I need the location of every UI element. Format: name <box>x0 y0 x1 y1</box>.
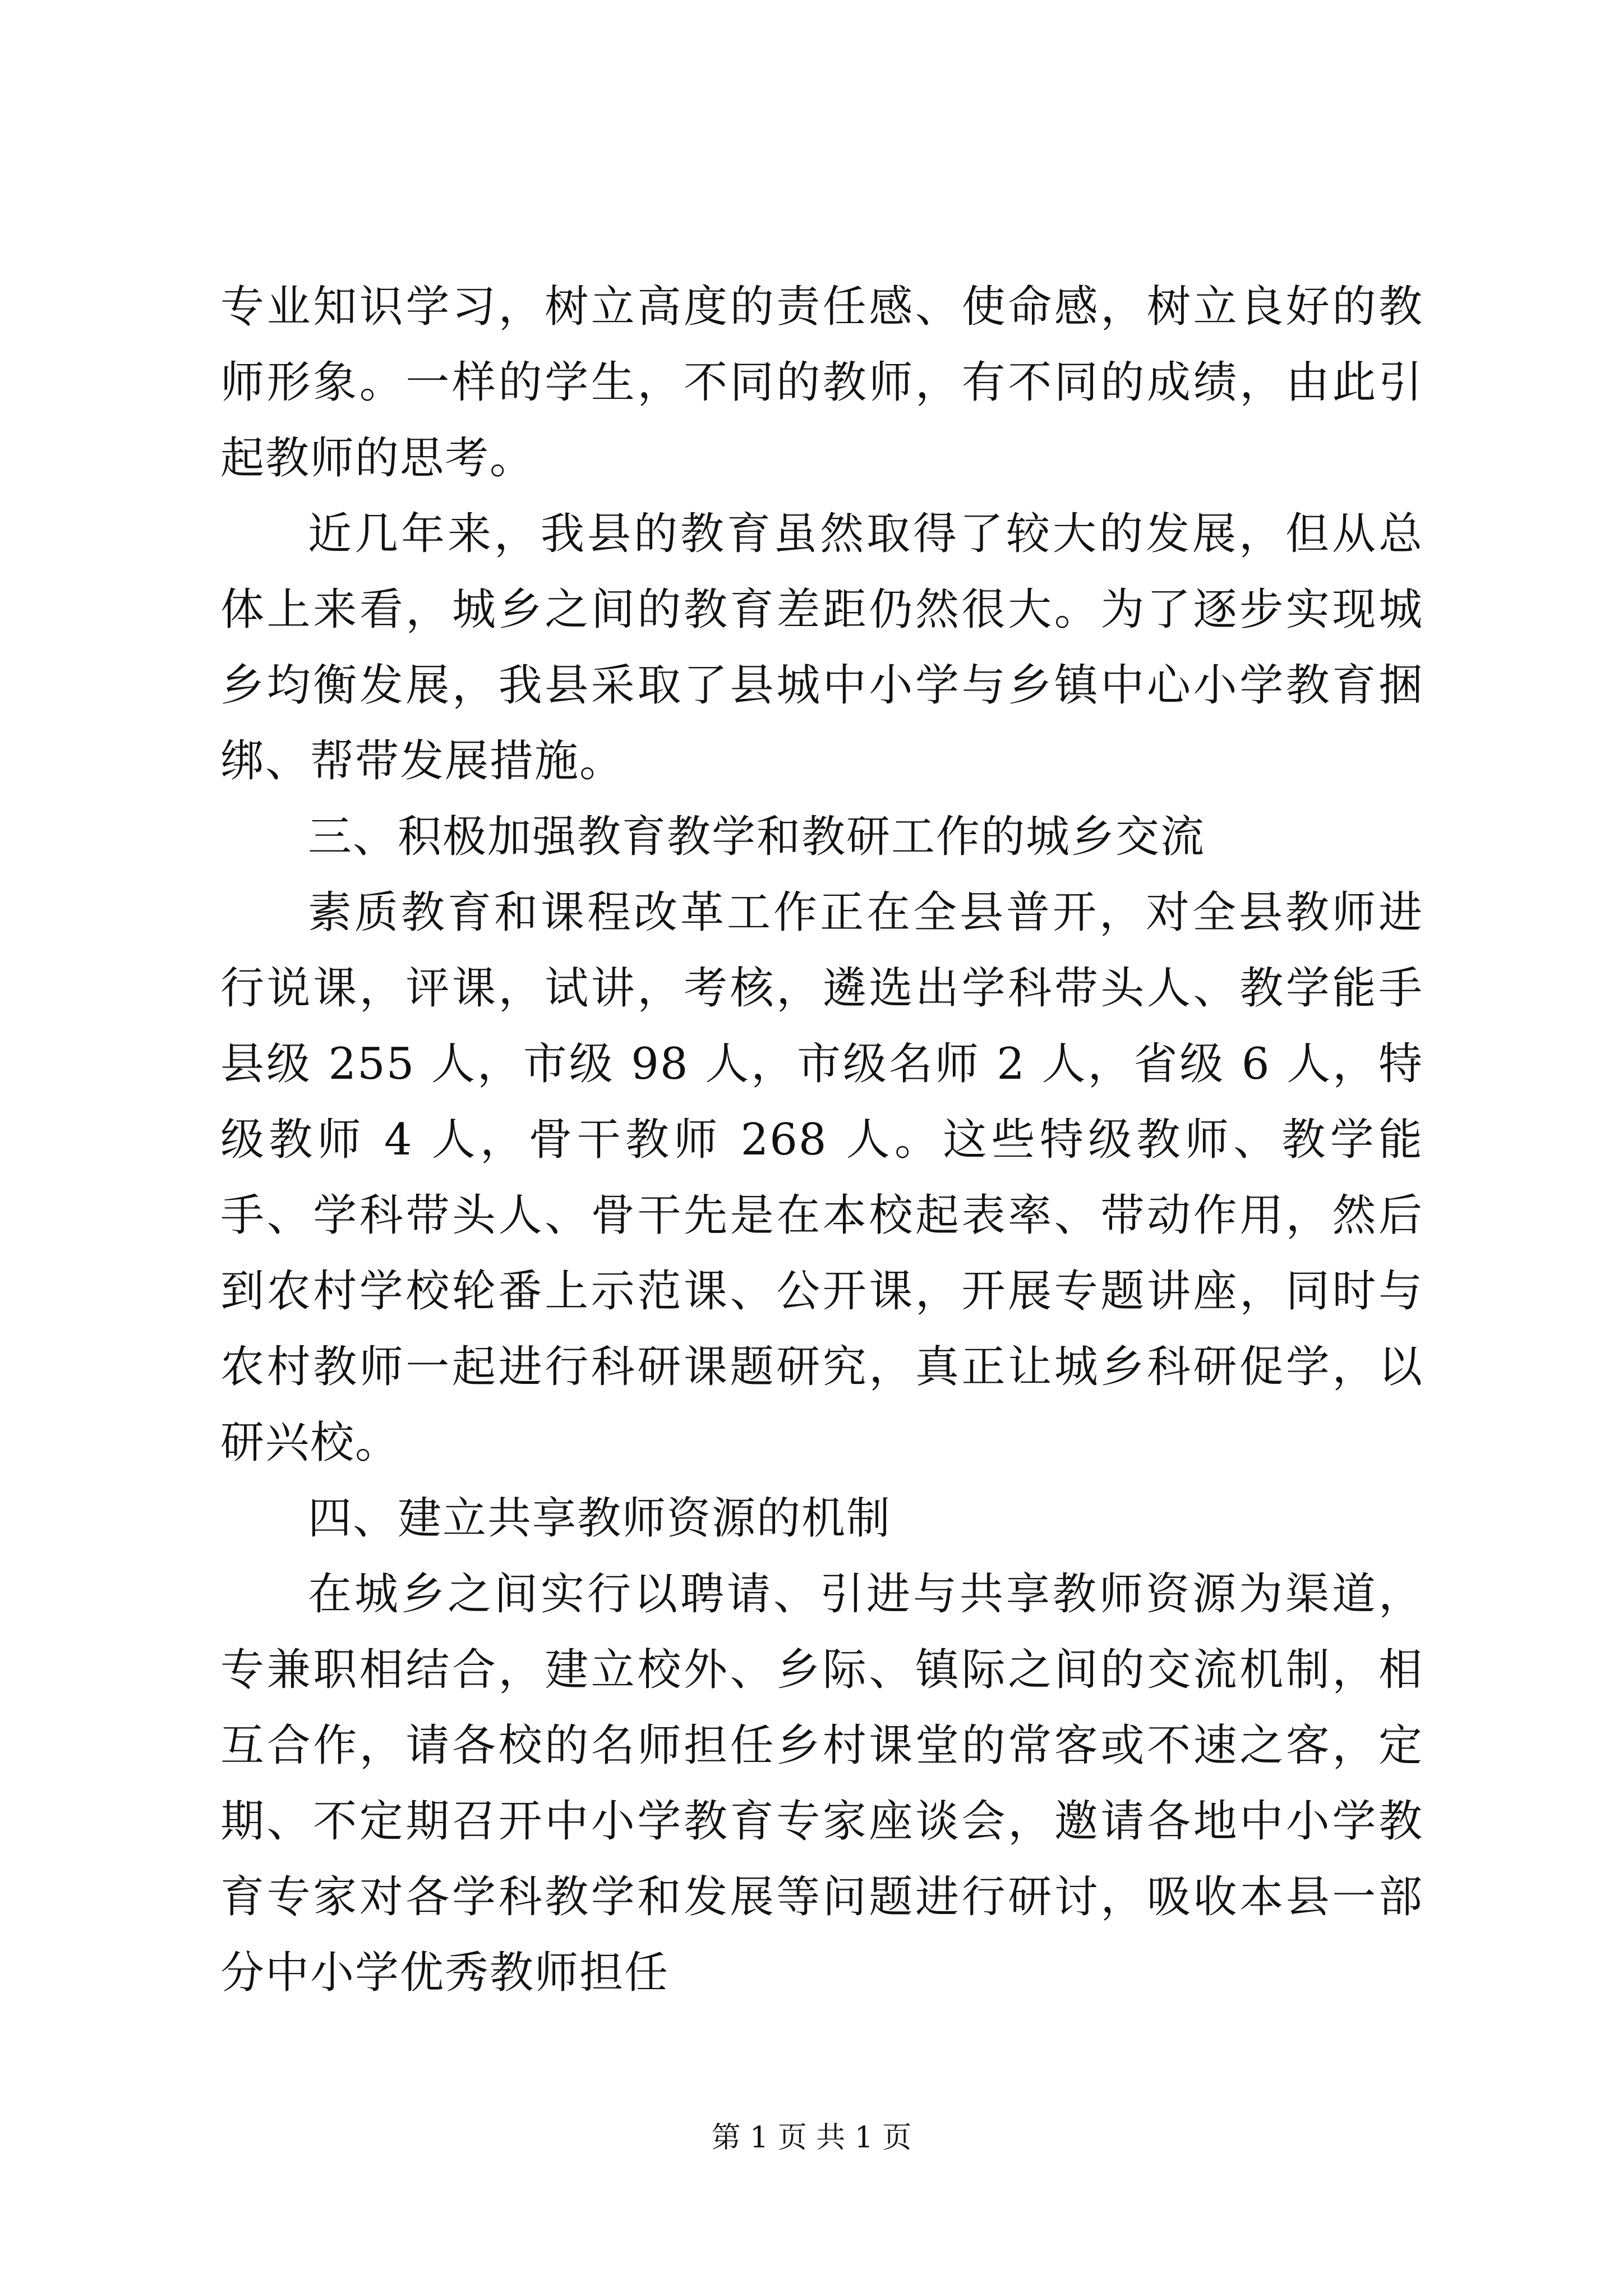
paragraph-4: 在城乡之间实行以聘请、引进与共享教师资源为渠道，专兼职相结合，建立校外、乡际、镇际之间的交流机制，相互合作，请各校的名师担任乡村课堂的常客或不速之客，定期、不定期召开中小学教育专家座谈会，邀请各地中小学教育专家对各学科教学和发展等问题进行研讨，吸收本县一部分中小学优秀教师担任 <box>220 1569 1423 1998</box>
paragraph-3: 素质教育和课程改革工作正在全县普开，对全县教师进行说课，评课，试讲，考核，遴选出学科带头人、教学能手县级 255 人，市级 98 人，市级名师 2 人，省级 6 人，特级教师 4 人，骨干教师 268 人。这些特级教师、教学能手、学科带头人、骨干先是在本校起表率、带动作用，然后到农村学校轮番上示范课、公开课，开展专题讲座，同时与农村教师一起进行科研课题研究，真正让城乡科研促学，以研兴校。 <box>220 887 1423 1468</box>
paragraph-1: 专业知识学习，树立高度的责任感、使命感，树立良好的教师形象。一样的学生，不同的教师，有不同的成绩，由此引起教师的思考。 <box>220 282 1423 484</box>
section-heading-3: 三、积极加强教育教学和教研工作的城乡交流 <box>308 812 1206 862</box>
section-heading-4: 四、建立共享教师资源的机制 <box>308 1493 892 1544</box>
page-footer: 第 1 页 共 1 页 <box>711 2121 912 2155</box>
paragraph-2: 近几年来，我县的教育虽然取得了较大的发展，但从总体上来看，城乡之间的教育差距仍然很大。为了逐步实现城乡均衡发展，我县采取了县城中小学与乡镇中心小学教育捆绑、帮带发展措施。 <box>220 509 1423 786</box>
document-body <box>220 269 1423 2011</box>
